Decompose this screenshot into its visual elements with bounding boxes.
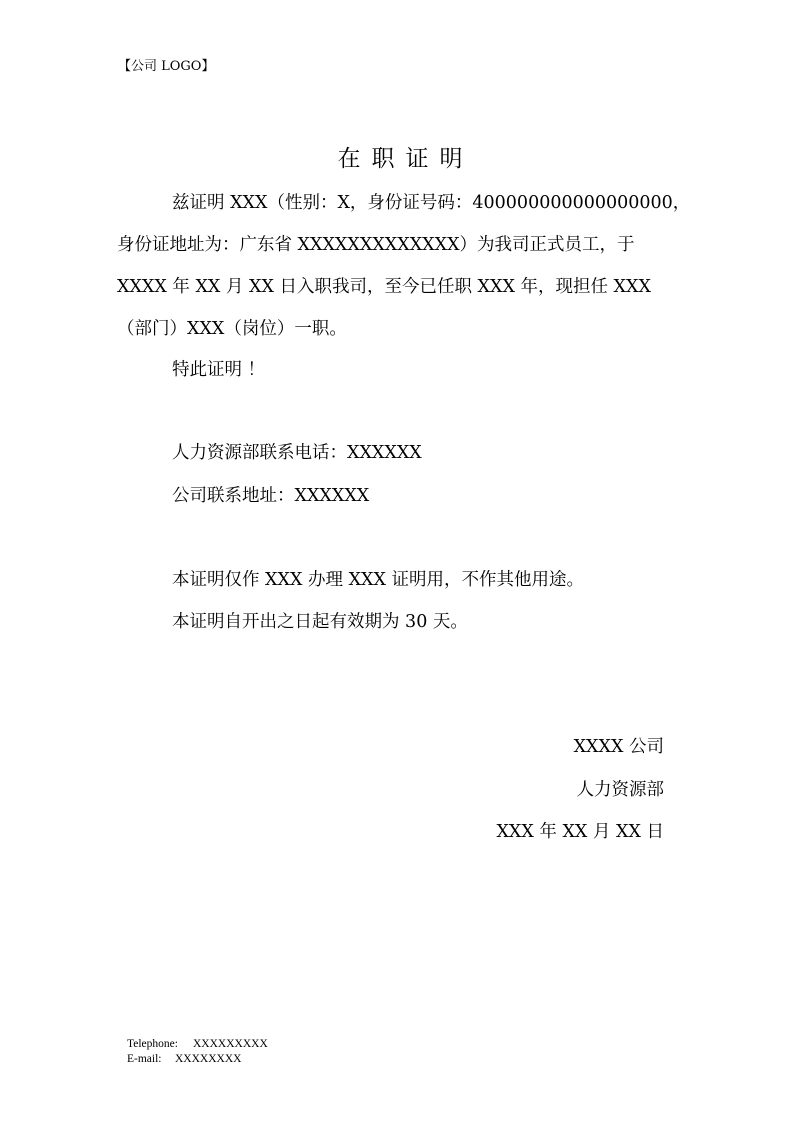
hr-phone: 人力资源部联系电话：XXXXXX bbox=[172, 443, 422, 463]
paragraph-line-2: 身份证地址为：广东省 XXXXXXXXXXXXX）为我司正式员工，于 bbox=[117, 235, 635, 255]
signature-department: 人力资源部 bbox=[576, 780, 664, 800]
company-address: 公司联系地址：XXXXXX bbox=[172, 486, 370, 506]
telephone-value: XXXXXXXXX bbox=[193, 1038, 268, 1050]
paragraph-line-1: 兹证明 XXX（性别：X，身份证号码：400000000000000000， bbox=[172, 193, 691, 213]
company-logo-placeholder: 【公司 LOGO】 bbox=[118, 59, 215, 74]
closing-statement: 特此证明 ！ bbox=[172, 360, 266, 380]
signature-date: XXX 年 XX 月 XX 日 bbox=[496, 822, 664, 842]
paragraph-line-3: XXXX 年 XX 月 XX 日入职我司，至今已任职 XXX 年，现担任 XXX bbox=[117, 277, 651, 297]
footer-email bbox=[127, 1052, 241, 1066]
footer-telephone bbox=[127, 1037, 268, 1051]
signature-company: XXXX 公司 bbox=[573, 737, 664, 757]
telephone-label: Telephone: bbox=[127, 1038, 178, 1050]
paragraph-line-4: （部门）XXX（岗位）一职。 bbox=[117, 319, 347, 339]
document-title: 在职证明 bbox=[337, 146, 474, 172]
email-label: E-mail: bbox=[127, 1053, 162, 1065]
validity-note: 本证明自开出之日起有效期为 30 天。 bbox=[172, 612, 468, 632]
usage-note: 本证明仅作 XXX 办理 XXX 证明用，不作其他用途。 bbox=[172, 570, 585, 590]
email-value: XXXXXXXX bbox=[175, 1053, 242, 1065]
